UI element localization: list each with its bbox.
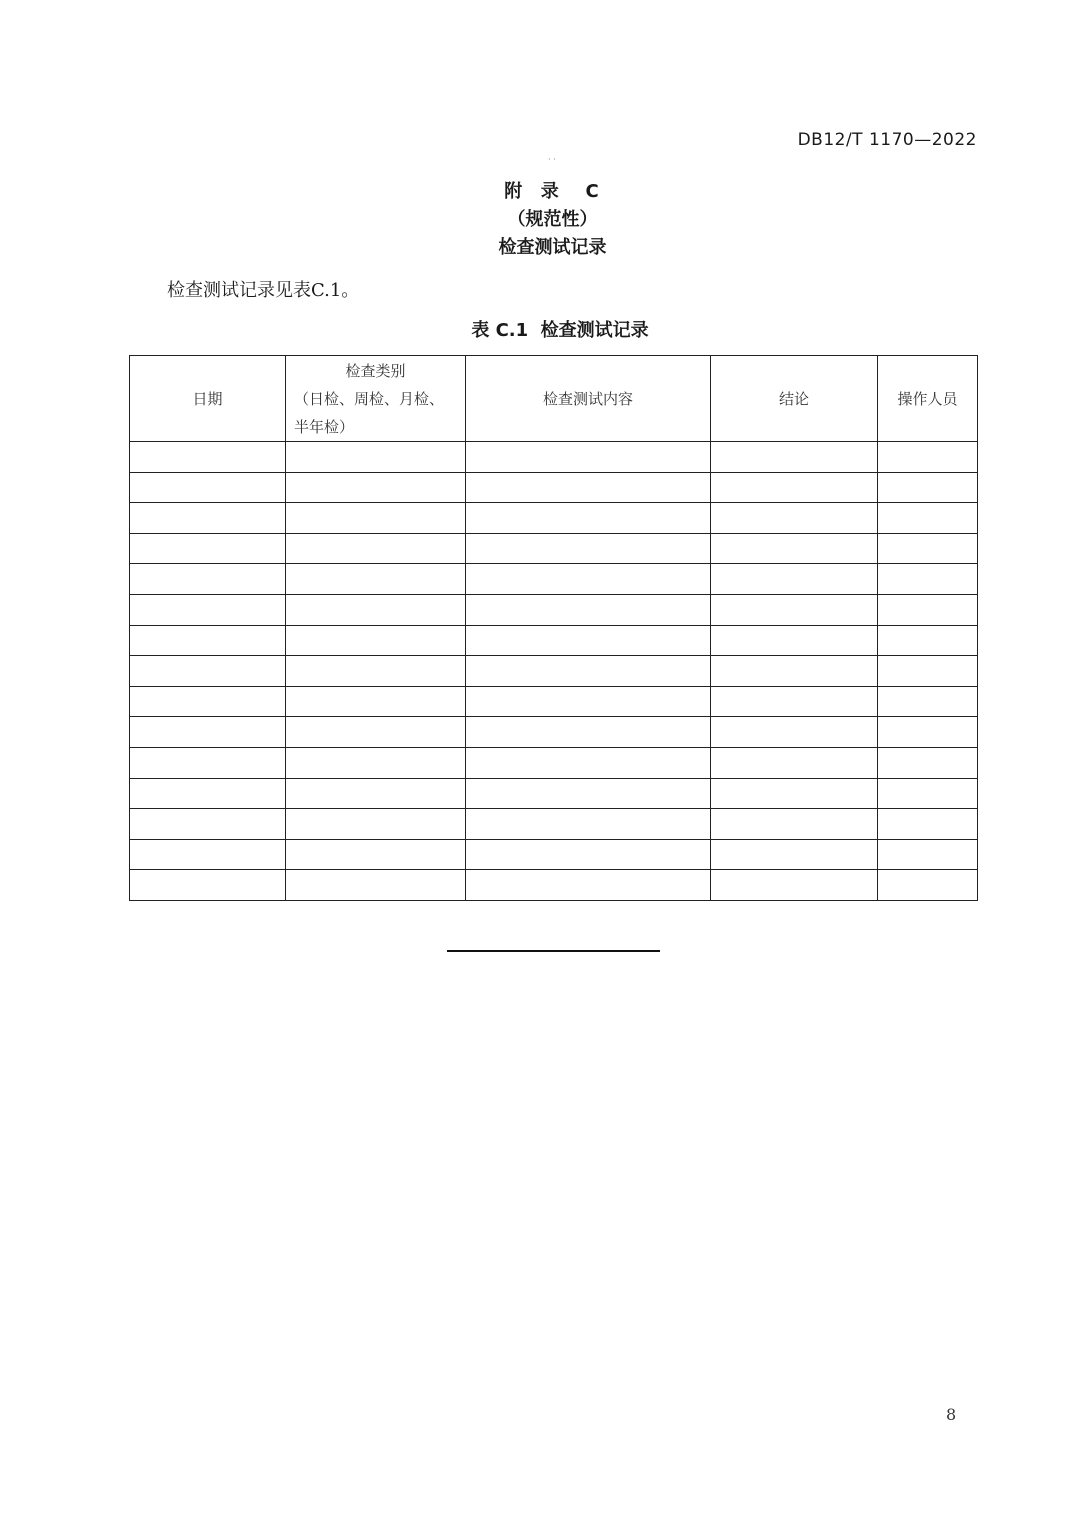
table-cell	[286, 503, 466, 534]
table-cell	[130, 717, 286, 748]
table-cell	[130, 442, 286, 473]
table-cell	[130, 625, 286, 656]
table-cell	[286, 686, 466, 717]
table-cell	[286, 564, 466, 595]
table-cell	[711, 778, 878, 809]
table-cell	[711, 686, 878, 717]
table-cell	[130, 564, 286, 595]
page-number: 8	[946, 1405, 957, 1424]
table-cell	[286, 747, 466, 778]
header-category-line2: （日检、周检、月检、	[294, 389, 445, 408]
table-cell	[711, 717, 878, 748]
table-cell	[130, 870, 286, 901]
table-cell	[466, 594, 711, 625]
table-cell	[878, 747, 978, 778]
table-cell	[878, 778, 978, 809]
table-cell	[286, 472, 466, 503]
table-cell	[286, 839, 466, 870]
table-cell	[130, 778, 286, 809]
table-cell	[466, 503, 711, 534]
table-cell	[286, 717, 466, 748]
appendix-type: （规范性）	[507, 209, 598, 230]
table-row	[130, 839, 978, 870]
appendix-name: 检查测试记录	[498, 237, 607, 258]
table-row	[130, 778, 978, 809]
intro-paragraph: 检查测试记录见表C.1。	[167, 280, 360, 301]
table-cell	[711, 472, 878, 503]
table-cell	[711, 594, 878, 625]
table-cell	[878, 717, 978, 748]
table-row	[130, 442, 978, 473]
table-cell	[466, 625, 711, 656]
appendix-title: 附 录 C	[504, 181, 601, 202]
decorative-dots: · ·	[548, 155, 556, 164]
table-cell	[130, 809, 286, 840]
table-cell	[878, 472, 978, 503]
table-row	[130, 472, 978, 503]
table-cell	[286, 778, 466, 809]
table-cell	[878, 656, 978, 687]
table-cell	[130, 747, 286, 778]
table-cell	[130, 839, 286, 870]
table-cell	[286, 533, 466, 564]
table-cell	[286, 442, 466, 473]
table-cell	[711, 656, 878, 687]
table-cell	[466, 442, 711, 473]
table-row	[130, 656, 978, 687]
table-cell	[466, 686, 711, 717]
table-cell	[466, 839, 711, 870]
table-row	[130, 686, 978, 717]
table-cell	[466, 809, 711, 840]
table-body	[130, 442, 978, 901]
table-cell	[466, 747, 711, 778]
table-cell	[878, 594, 978, 625]
table-cell	[878, 442, 978, 473]
header-category-line3: 半年检）	[294, 417, 355, 436]
table-cell	[130, 656, 286, 687]
table-cell	[466, 870, 711, 901]
table-row	[130, 717, 978, 748]
table-cell	[466, 533, 711, 564]
table-cell	[711, 625, 878, 656]
table-cell	[130, 686, 286, 717]
table-cell	[711, 503, 878, 534]
table-cell	[711, 809, 878, 840]
table-row	[130, 564, 978, 595]
table-cell	[878, 839, 978, 870]
table-cell	[286, 870, 466, 901]
header-category	[286, 356, 466, 442]
table-cell	[466, 778, 711, 809]
table-caption: 表 C.1 检查测试记录	[471, 320, 649, 341]
table-cell	[466, 656, 711, 687]
table-cell	[878, 809, 978, 840]
table-cell	[466, 472, 711, 503]
table-cell	[711, 564, 878, 595]
table-cell	[878, 564, 978, 595]
table-cell	[286, 809, 466, 840]
table-cell	[711, 747, 878, 778]
table-row	[130, 747, 978, 778]
table-row	[130, 594, 978, 625]
table-cell	[878, 870, 978, 901]
header-content: 检查测试内容	[466, 356, 711, 442]
end-rule-divider	[447, 950, 660, 952]
table-cell	[711, 870, 878, 901]
table-cell	[130, 594, 286, 625]
table-cell	[711, 839, 878, 870]
table-cell	[130, 503, 286, 534]
table-row	[130, 625, 978, 656]
table-row	[130, 533, 978, 564]
table-cell	[711, 533, 878, 564]
table-cell	[286, 656, 466, 687]
table-cell	[466, 564, 711, 595]
table-row	[130, 870, 978, 901]
table-cell	[286, 625, 466, 656]
header-category-line1: 检查类别	[345, 361, 406, 380]
table-header-row	[130, 356, 978, 442]
table-row	[130, 809, 978, 840]
table-cell	[878, 625, 978, 656]
table-row	[130, 503, 978, 534]
table-cell	[286, 594, 466, 625]
table-cell	[711, 442, 878, 473]
table-cell	[130, 472, 286, 503]
document-code: DB12/T 1170—2022	[797, 130, 977, 150]
header-operator: 操作人员	[878, 356, 978, 442]
header-conclusion: 结论	[711, 356, 878, 442]
table-cell	[130, 533, 286, 564]
table-cell	[878, 686, 978, 717]
header-date: 日期	[130, 356, 286, 442]
table-cell	[878, 533, 978, 564]
table-cell	[466, 717, 711, 748]
table-cell	[878, 503, 978, 534]
inspection-record-table	[129, 355, 978, 901]
